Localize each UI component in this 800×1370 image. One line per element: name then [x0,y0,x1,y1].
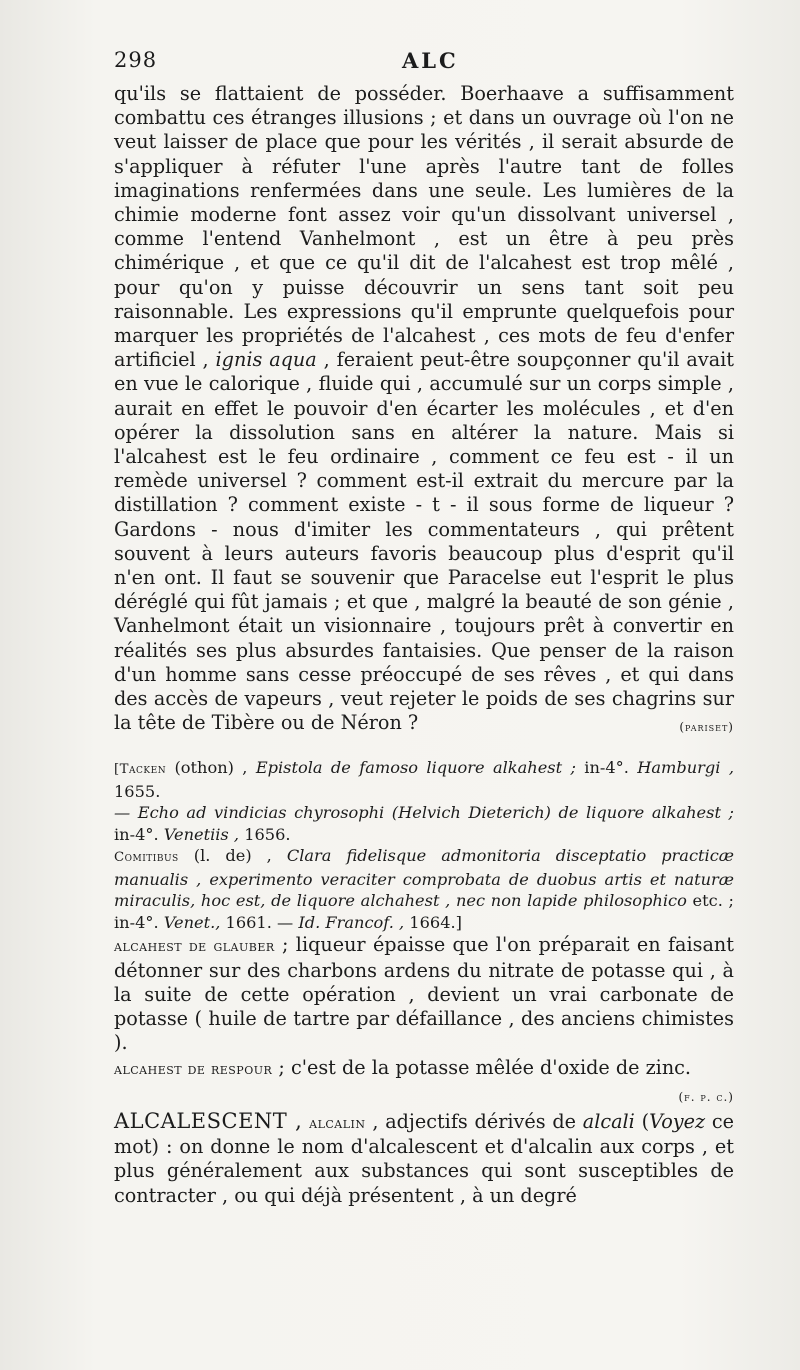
ref3-format: in-4°. [114,912,159,932]
ref2-year: 1656. [244,824,291,844]
ref1-author: [Tacken [114,762,167,778]
ignis-aqua: ignis aqua [215,348,317,372]
paragraph-1-text: qu'ils se flattaient de posséder. Boerhaave a suffisamment combattu ces étranges illusions ; et dans un ouvrage où l'on ne veut laisser de place que pour les vérités , il serait absurde de s'appliquer à réfuter l'une après l'autre tant de folles imaginations renfermées dans une seule. Les lumières de la chimie moderne font assez voir qu'un dissolvant universel , comme l'entend Vanhelmont , est un être à peu près chimérique , et que ce qu'il dit de l'alcahest est trop mêlé , pour qu'on y puisse découvrir un sens tant soit peu raisonnable. Les expressions qu'il emprunte quelquefois pour marquer les propriétés de l'alcahest , ces mots de feu d'enfer artificiel , [114,82,734,372]
entry4-alcali: alcali [582,1109,635,1133]
ref2-format: in-4°. [114,824,159,844]
entry2-headword: alcahest de glauber [114,936,275,956]
ref3-name: (l. de) , [193,846,272,866]
ref3-title: Clara fidelisque admonitoria disceptatio practicæ manualis , experimento veraciter comprobata de duobus artis et naturæ miraculis, hoc est, de liquore alchahest , nec non lapide philosophico [114,846,734,911]
ref3-etc: etc. ; [692,891,735,911]
page-number: 298 [114,48,158,72]
entry-alcahest-respour [114,1055,734,1104]
entry4-text-c: ce mot) : on donne le nom d'alcalescent et d'alcalin aux corps , et plus généralement aux substances qui sont susceptibles de contracter , ou qui déjà présentent , à un degré [114,1109,734,1207]
ref1-name: (othon) , [174,758,248,778]
ref3-year2: 1664.] [409,912,462,932]
reference-tacken [114,757,734,802]
ref3-author: Comitibus [114,850,179,866]
ref2-place: Venetiis , [163,824,240,844]
ref1-format: in-4°. [584,758,629,778]
entry-alcahest-glauber [114,933,734,1055]
entry3-text: ; c'est de la potasse mêlée d'oxide de zinc. [278,1055,692,1079]
page-header [114,48,734,78]
page-body [114,82,734,1208]
entry4-text-b: ( [641,1109,650,1133]
entry3-headword: alcahest de respour [114,1058,273,1078]
entry-alcalescent [114,1109,734,1208]
reference-comitibus [114,845,734,933]
entry2-text: ; liqueur épaisse que l'on préparait en faisant détonner sur des charbons ardens du nitrate de potasse qui , à la suite de cette opération , devient un vrai carbonate de potasse ( huile de tartre par défaillance , des anciens chimistes ). [114,933,734,1055]
reference-echo [114,802,734,845]
bibliography [114,757,734,933]
ref2-title: — Echo ad vindicias chyrosophi (Helvich Dieterich) de liquore alkahest ; [114,803,734,823]
ref1-place: Hamburgi , [637,758,734,778]
entry4-headword-2: alcalin [309,1112,366,1132]
paragraph-1b-text: , feraient peut-être soupçonner qu'il avait en vue le calorique , fluide qui , accumulé sur un corps simple , aurait en effet le pouvoir d'en écarter les molécules , et d'en opérer la dissolution sans en altérer la nature. Mais si l'alcahest est le feu ordinaire , comment ce feu est - il un remède universel ? comment est-il extrait du mercure par la distillation ? comment existe - t - il sous forme de liqueur ? Gardons - nous d'imiter les commentateurs , qui prêtent souvent à leurs auteurs favoris beaucoup plus d'esprit qu'il n'en ont. Il faut se souvenir que Paracelse eut l'esprit le plus déréglé qui fût jamais ; et que , malgré la beauté de son génie , Vanhelmont était un visionnaire , toujours prêt à convertir en réalités ses plus absurdes fantaisies. Que penser de la raison d'un homme sans cesse préoccupé de ses rêves , et qui dans des accès de vapeurs , veut rejeter le poids de ses chagrins sur la tête de Tibère ou de Néron ? [114,348,734,735]
entry4-text-a: , adjectifs dérivés de [372,1109,576,1133]
ref3-place: Venet., [163,912,221,932]
signature-fpc: (f. p. c.) [678,1089,734,1104]
running-head: ALC [402,48,459,73]
ref1-year: 1655. [114,781,161,801]
ref1-title: Epistola de famoso liquore alkahest ; [255,758,576,778]
entry4-headword: ALCALESCENT , [114,1108,303,1133]
paragraph-main [114,82,734,735]
ref3-id: Id. Francof. , [298,912,405,932]
signature-pariset: (pariset) [679,720,734,735]
ref3-year: 1661. — [225,912,294,932]
entry4-voyez: Voyez [649,1109,706,1133]
